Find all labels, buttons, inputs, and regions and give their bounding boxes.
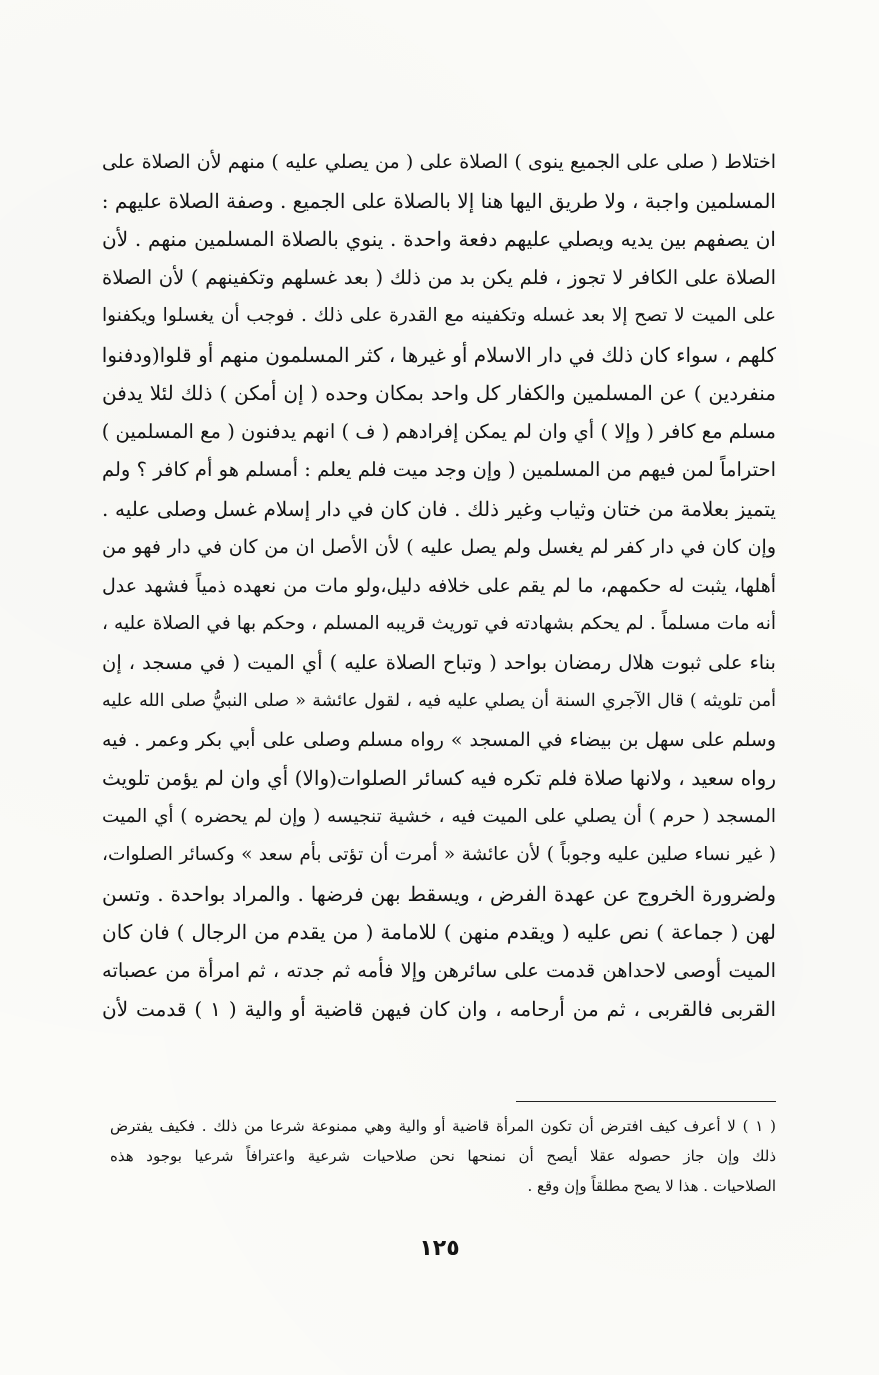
text-line: بناء على ثبوت هلال رمضان بواحد ( وتباح الصلاة عليه ) أي الميت ( في مسجد ، إن	[102, 650, 776, 674]
text-line: أنه مات مسلماً . لم يحكم بشهادته في توريث قريبه المسلم ، وحكم بها في الصلاة عليه ،	[102, 613, 776, 634]
footnote-line: ذلك وإن جاز حصوله عقلا أيصح أن نمنحها نحن صلاحيات شرعية واعترافاً شرعيا بوجود هذه	[110, 1147, 776, 1165]
text-line: الميت أوصى لاحداهن قدمت على سائرهن وإلا فأمه ثم جدته ، ثم امرأة من عصباته	[102, 958, 776, 982]
text-line: لهن ( جماعة ) نص عليه ( ويقدم منهن ) للامامة ( من يقدم من الرجال ) فان كان	[102, 920, 776, 944]
text-line: ان يصفهم بين يديه ويصلي عليهم دفعة واحدة . ينوي بالصلاة المسلمين منهم . لأن	[102, 227, 776, 251]
text-line: القربى فالقربى ، ثم من أرحامه ، وان كان فيهن قاضية أو والية ( ١ ) قدمت لأن	[102, 997, 776, 1021]
text-line: رواه سعيد ، ولانها صلاة فلم تكره فيه كسائر الصلوات(والا) أي وان لم يؤمن تلويث	[102, 766, 776, 790]
main-text-block	[102, 143, 776, 1029]
footnote-block	[110, 1111, 776, 1201]
footnote-line: ( ١ ) لا أعرف كيف افترض أن تكون المرأة قاضية أو والية وهي ممنوعة شرعا من ذلك . فكيف يفترض	[110, 1117, 776, 1135]
footnote-line: الصلاحيات . هذا لا يصح مطلقاً وإن وقع .	[527, 1177, 776, 1195]
text-line: احتراماً لمن فيهم من المسلمين ( وإن وجد ميت فلم يعلم : أمسلم هو أم كافر ؟ ولم	[102, 458, 776, 481]
text-line: كلهم ، سواء كان ذلك في دار الاسلام أو غيرها ، كثر المسلمون منهم أو قلوا(ودفنوا	[102, 342, 776, 367]
page-number: ١٢٥	[419, 1236, 460, 1261]
text-line: ( غير نساء صلين عليه وجوباً ) لأن عائشة « أمرت أن تؤتى بأم سعد » وكسائر الصلوات،	[102, 844, 776, 865]
text-line: ولضرورة الخروج عن عهدة الفرض ، ويسقط بهن فرضها . والمراد بواحدة . وتسن	[102, 881, 776, 906]
text-line: المسلمين واجبة ، ولا طريق اليها هنا إلا بالصلاة على الجميع . وصفة الصلاة عليهم :	[102, 188, 776, 213]
text-line: أمن تلويثه ) قال الآجري السنة أن يصلي عليه فيه ، لقول عائشة « صلى النبيُّ صلى الله عليه	[102, 691, 776, 711]
text-line: على الميت لا تصح إلا بعد غسله وتكفينه مع القدرة على ذلك . فوجب أن يغسلوا ويكفنوا	[102, 305, 776, 326]
text-line: منفردين ) عن المسلمين والكفار كل واحد بمكان وحده ( إن أمكن ) ذلك لئلا يدفن	[102, 381, 776, 405]
text-line: أهلها، يثبت له حكمهم، ما لم يقم على خلافه دليل،ولو مات من نعهده ذمياً فشهد عدل	[102, 574, 776, 597]
text-line: المسجد ( حرم ) أن يصلي على الميت فيه ، خشية تنجيسه ( وإن لم يحضره ) أي الميت	[102, 805, 776, 827]
text-line: اختلاط ( صلى على الجميع ينوى ) الصلاة على ( من يصلي عليه ) منهم لأن الصلاة على	[102, 151, 776, 173]
text-line: وإن كان في دار كفر لم يغسل ولم يصل عليه ) لأن الأصل ان من كان في دار فهو من	[102, 536, 776, 558]
text-line: الصلاة على الكافر لا تجوز ، فلم يكن بد من ذلك ( بعد غسلهم وتكفينهم ) لأن الصلاة	[102, 265, 776, 289]
text-line: يتميز بعلامة من ختان وثياب وغير ذلك . فان كان في دار إسلام غسل وصلى عليه .	[102, 496, 776, 521]
text-line: مسلم مع كافر ( وإلا ) أي وان لم يمكن إفرادهم ( ف ) انهم يدفنون ( مع المسلمين )	[102, 419, 776, 443]
text-line: وسلم على سهل بن بيضاء في المسجد » رواه مسلم وصلى على أبي بكر وعمر . فيه	[102, 728, 776, 751]
footnote-divider	[516, 1101, 776, 1102]
